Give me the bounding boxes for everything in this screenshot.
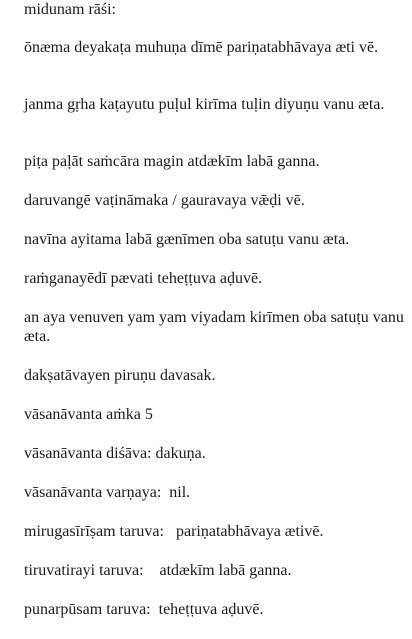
paragraph-4: daruvangē vaṭināmaka / gauravaya vǣḍi vē. — [24, 192, 305, 209]
paragraph-8: dakṣatāvayen piruṇu davasak. — [24, 367, 216, 384]
star-mirugasirisam: mirugasīrīṣam taruva: pariṇatabhāvaya ætivē. — [24, 523, 324, 540]
lucky-direction: vāsanāvanta diśāva: dakuṇa. — [24, 445, 206, 462]
paragraph-7: an aya venuven yam yam viyadam kirīmen oba satuṭu vanu æta. — [24, 309, 408, 345]
star-punarpusam: punarpūsam taruva: teheṭṭuva aḍuvē. — [24, 601, 264, 618]
paragraph-1: ōnæma deyakaṭa muhuṇa dīmē pariṇatabhāvaya æti vē. — [24, 39, 379, 56]
lucky-number: vāsanāvanta aṁka 5 — [24, 406, 153, 423]
paragraph-2: janma gṛha kaṭayutu puḷul kirīma tuḷin diyuṇu vanu æta. — [24, 96, 385, 113]
star-tiruvatirayi: tiruvatirayi taruva: atdækīm labā ganna. — [24, 562, 292, 579]
paragraph-3: piṭa paḷāt saṁcāra magin atdækīm labā ganna. — [24, 153, 320, 170]
paragraph-6: raṁganayēdī pævati teheṭṭuva aḍuvē. — [24, 270, 263, 287]
lucky-color: vāsanāvanta varṇaya: nil. — [24, 484, 191, 501]
paragraph-5: navīna ayitama labā gænīmen oba satuṭu vanu æta. — [24, 231, 350, 248]
paragraph-rasi-heading: midunam rāśi: — [24, 1, 116, 18]
